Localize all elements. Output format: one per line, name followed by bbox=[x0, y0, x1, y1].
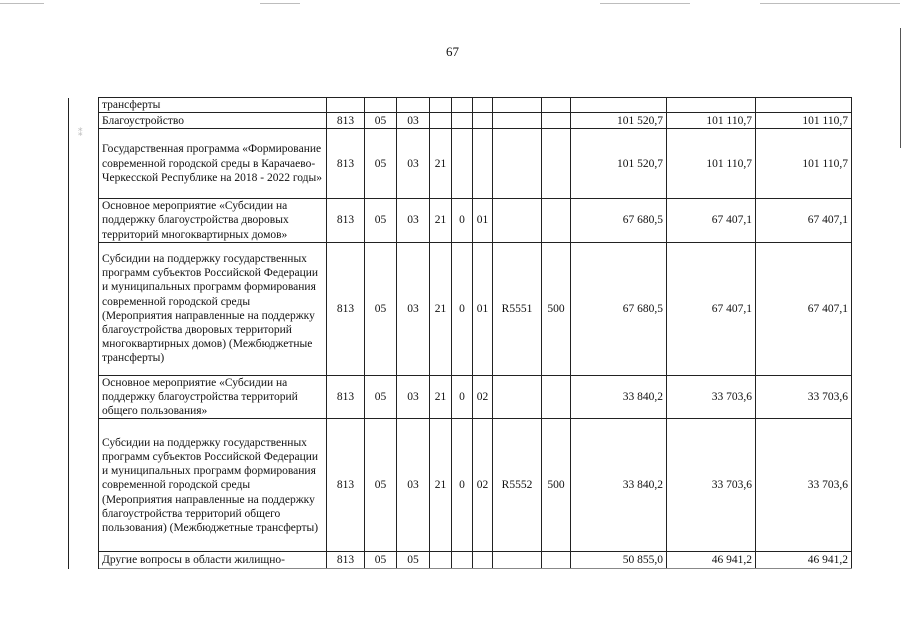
table-row bbox=[69, 552, 852, 569]
code-subprogram: 0 bbox=[452, 375, 473, 419]
amount-col-2: 101 110,7 bbox=[667, 129, 756, 199]
row-name: Основное мероприятие «Субсидии на поддержку благоустройства территорий общего пользования» bbox=[99, 375, 327, 419]
code-subsection: 03 bbox=[397, 375, 430, 419]
code-grbs: 813 bbox=[327, 419, 365, 552]
code-measure bbox=[473, 552, 493, 569]
row-index-cell bbox=[69, 242, 99, 375]
row-name: Основное мероприятие «Субсидии на поддержку благоустройства дворовых территорий многоквартирных домов» bbox=[99, 199, 327, 243]
table-row bbox=[69, 242, 852, 375]
code-measure bbox=[473, 129, 493, 199]
code-subsection: 03 bbox=[397, 199, 430, 243]
scan-speck: ⁑ bbox=[78, 128, 83, 138]
code-expense-type bbox=[542, 113, 571, 129]
code-grbs: 813 bbox=[327, 242, 365, 375]
row-name: Субсидии на поддержку государственных программ субъектов Российской Федерации и муниципальных программ формирования современной городской среды (Мероприятия направленные на поддержку благоустройства дворовых территорий многоквартирных домов) (Межбюджетные трансферты) bbox=[99, 242, 327, 375]
code-expense-type: 500 bbox=[542, 242, 571, 375]
row-name: Другие вопросы в области жилищно- bbox=[99, 552, 327, 569]
code-measure bbox=[473, 113, 493, 129]
amount-col-3: 33 703,6 bbox=[756, 419, 852, 552]
code-expense-type bbox=[542, 552, 571, 569]
code-measure bbox=[473, 98, 493, 113]
code-subprogram bbox=[452, 113, 473, 129]
code-expense-type bbox=[542, 129, 571, 199]
row-name: Государственная программа «Формирование современной городской среды в Карачаево-Черкесской Республике на 2018 - 2022 годы» bbox=[99, 129, 327, 199]
code-program: 21 bbox=[430, 199, 452, 243]
code-subprogram: 0 bbox=[452, 199, 473, 243]
code-direction bbox=[493, 113, 542, 129]
code-subsection: 03 bbox=[397, 129, 430, 199]
amount-col-1: 33 840,2 bbox=[571, 375, 667, 419]
code-direction bbox=[493, 375, 542, 419]
code-grbs bbox=[327, 98, 365, 113]
amount-col-1: 67 680,5 bbox=[571, 242, 667, 375]
code-expense-type bbox=[542, 98, 571, 113]
amount-col-2: 33 703,6 bbox=[667, 419, 756, 552]
table-row bbox=[69, 98, 852, 113]
code-subprogram: 0 bbox=[452, 242, 473, 375]
code-section: 05 bbox=[365, 552, 397, 569]
code-grbs: 813 bbox=[327, 199, 365, 243]
row-index-cell bbox=[69, 113, 99, 129]
code-section: 05 bbox=[365, 242, 397, 375]
table-row bbox=[69, 129, 852, 199]
code-program: 21 bbox=[430, 129, 452, 199]
code-section bbox=[365, 98, 397, 113]
code-subprogram bbox=[452, 129, 473, 199]
code-expense-type bbox=[542, 199, 571, 243]
table-row bbox=[69, 113, 852, 129]
row-name: Благоустройство bbox=[99, 113, 327, 129]
amount-col-2: 33 703,6 bbox=[667, 375, 756, 419]
code-direction: R5551 bbox=[493, 242, 542, 375]
code-subsection: 03 bbox=[397, 113, 430, 129]
amount-col-1: 101 520,7 bbox=[571, 129, 667, 199]
code-grbs: 813 bbox=[327, 552, 365, 569]
row-index-cell bbox=[69, 129, 99, 199]
code-measure: 02 bbox=[473, 375, 493, 419]
code-direction bbox=[493, 199, 542, 243]
code-subsection: 03 bbox=[397, 419, 430, 552]
row-name: Субсидии на поддержку государственных программ субъектов Российской Федерации и муниципальных программ формирования современной городской среды (Мероприятия направленные на поддержку благоустройства территорий общего пользования) (Межбюджетные трансферты) bbox=[99, 419, 327, 552]
code-subprogram bbox=[452, 98, 473, 113]
amount-col-3: 101 110,7 bbox=[756, 129, 852, 199]
amount-col-2: 46 941,2 bbox=[667, 552, 756, 569]
amount-col-2: 67 407,1 bbox=[667, 242, 756, 375]
code-grbs: 813 bbox=[327, 129, 365, 199]
row-index-cell bbox=[69, 375, 99, 419]
code-program: 21 bbox=[430, 375, 452, 419]
page-number: 67 bbox=[446, 44, 459, 59]
scan-edge-line bbox=[600, 3, 690, 4]
row-index-cell bbox=[69, 199, 99, 243]
code-subsection: 05 bbox=[397, 552, 430, 569]
code-expense-type bbox=[542, 375, 571, 419]
amount-col-3: 46 941,2 bbox=[756, 552, 852, 569]
amount-col-1: 50 855,0 bbox=[571, 552, 667, 569]
code-direction bbox=[493, 552, 542, 569]
code-expense-type: 500 bbox=[542, 419, 571, 552]
code-measure: 02 bbox=[473, 419, 493, 552]
code-section: 05 bbox=[365, 199, 397, 243]
table-row bbox=[69, 199, 852, 243]
code-measure: 01 bbox=[473, 199, 493, 243]
code-subprogram bbox=[452, 552, 473, 569]
code-direction bbox=[493, 98, 542, 113]
code-grbs: 813 bbox=[327, 375, 365, 419]
table-row bbox=[69, 419, 852, 552]
amount-col-3 bbox=[756, 98, 852, 113]
code-grbs: 813 bbox=[327, 113, 365, 129]
scan-edge-line bbox=[760, 3, 900, 4]
code-program bbox=[430, 552, 452, 569]
table-row bbox=[69, 375, 852, 419]
code-program bbox=[430, 98, 452, 113]
code-section: 05 bbox=[365, 375, 397, 419]
row-index-cell bbox=[69, 552, 99, 569]
code-program: 21 bbox=[430, 242, 452, 375]
amount-col-1: 67 680,5 bbox=[571, 199, 667, 243]
amount-col-3: 67 407,1 bbox=[756, 199, 852, 243]
code-measure: 01 bbox=[473, 242, 493, 375]
amount-col-2: 67 407,1 bbox=[667, 199, 756, 243]
row-index-cell bbox=[69, 419, 99, 552]
row-index-cell bbox=[69, 98, 99, 113]
code-subsection: 03 bbox=[397, 242, 430, 375]
code-subprogram: 0 bbox=[452, 419, 473, 552]
amount-col-1: 33 840,2 bbox=[571, 419, 667, 552]
amount-col-2 bbox=[667, 98, 756, 113]
row-name: трансферты bbox=[99, 98, 327, 113]
scan-edge-line bbox=[0, 3, 44, 4]
code-section: 05 bbox=[365, 129, 397, 199]
amount-col-1: 101 520,7 bbox=[571, 113, 667, 129]
amount-col-3: 67 407,1 bbox=[756, 242, 852, 375]
amount-col-3: 101 110,7 bbox=[756, 113, 852, 129]
code-program bbox=[430, 113, 452, 129]
code-direction bbox=[493, 129, 542, 199]
scan-edge-line bbox=[260, 3, 300, 4]
amount-col-2: 101 110,7 bbox=[667, 113, 756, 129]
code-direction: R5552 bbox=[493, 419, 542, 552]
amount-col-3: 33 703,6 bbox=[756, 375, 852, 419]
code-section: 05 bbox=[365, 113, 397, 129]
amount-col-1 bbox=[571, 98, 667, 113]
code-program: 21 bbox=[430, 419, 452, 552]
code-subsection bbox=[397, 98, 430, 113]
code-section: 05 bbox=[365, 419, 397, 552]
budget-table bbox=[68, 97, 852, 569]
